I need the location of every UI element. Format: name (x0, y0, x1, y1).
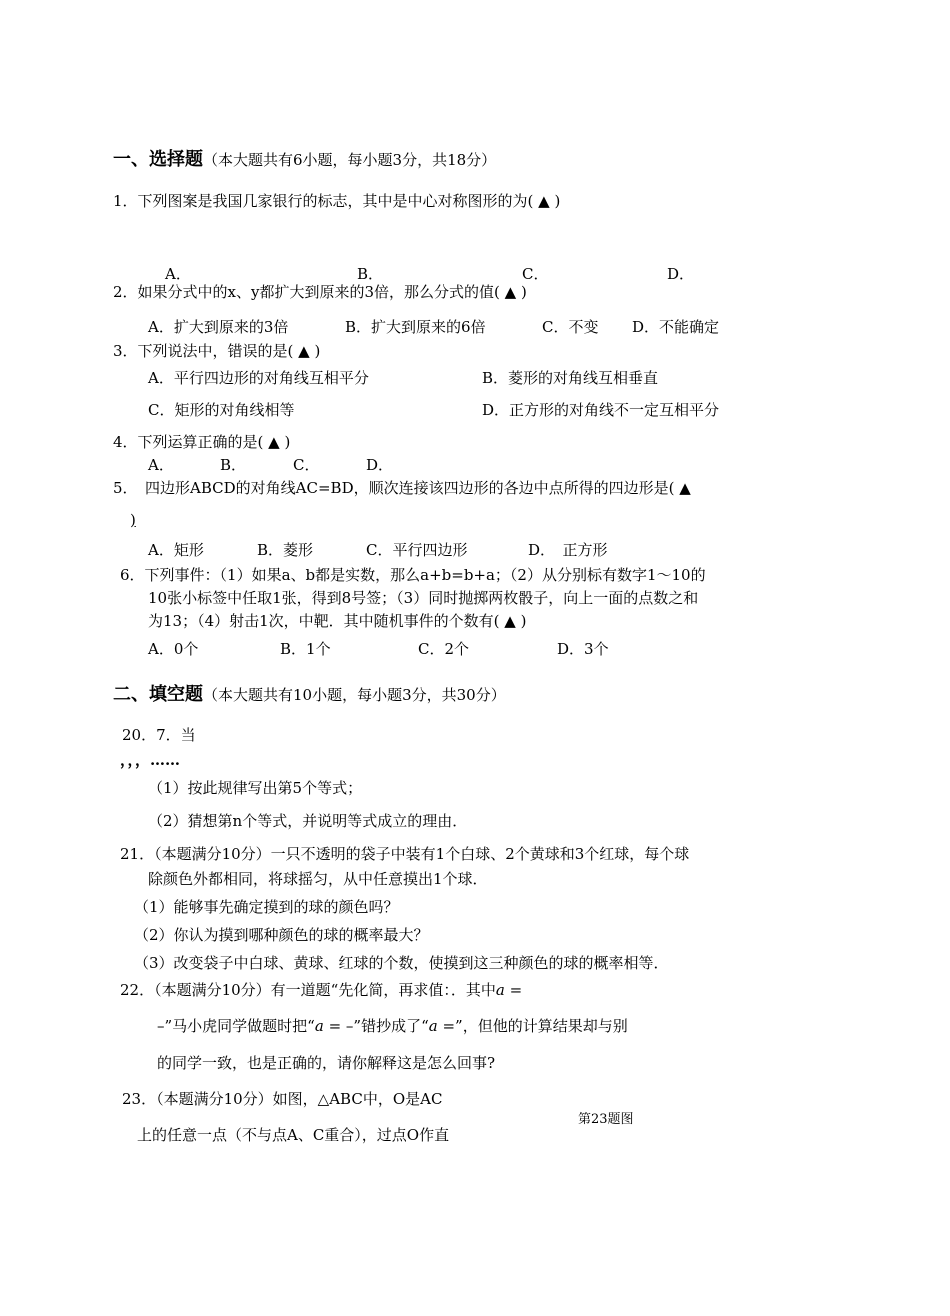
question-6-line-2: 10张小标签中任取1张，得到8号签；（3）同时抛掷两枚骰子，向上一面的点数之和 (148, 589, 699, 607)
question-6-option-d: D．3个 (557, 640, 609, 658)
question-21-line-2: 除颜色外都相同，将球摇匀，从中任意摸出1个球． (148, 870, 488, 888)
section-2-note: （本大题共有10小题，每小题3分，共30分） (203, 686, 506, 704)
question-22-line-2-part-3: =”，但他的计算结果却与别 (437, 1017, 628, 1035)
question-22-variable-a: a (495, 981, 505, 999)
question-6-line-1: 6．下列事件：（1）如果a、b都是实数，那么a+b=b+a；（2）从分别标有数字1～10的 (120, 566, 706, 584)
question-21-sub-1: （1）能够事先确定摸到的球的颜色吗？ (134, 898, 399, 916)
question-22-line-2-part-2: = –”错抄成了“ (323, 1017, 429, 1035)
figure-23-caption: 第23题图 (578, 1112, 634, 1127)
question-3-option-a: A．平行四边形的对角线互相平分 (148, 369, 369, 387)
section-1-heading (113, 150, 496, 170)
question-1-option-b: B． (357, 265, 384, 283)
question-22-line-1-text: 22．（本题满分10分）有一道题“先化简，再求值：．其中 (120, 981, 496, 999)
question-21-sub-3: （3）改变袋子中白球、黄球、红球的个数，使摸到这三种颜色的球的概率相等． (134, 954, 669, 972)
question-1-option-c: C． (522, 265, 549, 283)
question-22-line-2-part-1: –”马小虎同学做题时把“ (157, 1017, 315, 1035)
question-4-text: 4．下列运算正确的是( ▲ ) (113, 433, 291, 451)
question-3-text: 3．下列说法中，错误的是( ▲ ) (113, 342, 321, 360)
question-2-text: 2．如果分式中的x、y都扩大到原来的3倍，那么分式的值( ▲ ) (113, 283, 527, 301)
question-21-sub-2: （2）你认为摸到哪种颜色的球的概率最大？ (134, 926, 429, 944)
question-3-option-d: D．正方形的对角线不一定互相平分 (482, 401, 720, 419)
question-6-line-3: 为13；（4）射击1次，中靶．其中随机事件的个数有( ▲ ) (148, 612, 527, 630)
question-22-line-2 (157, 1016, 628, 1036)
question-20-sub-1: （1）按此规律写出第5个等式； (148, 779, 363, 797)
question-3-option-b: B．菱形的对角线互相垂直 (482, 369, 659, 387)
question-2-option-c: C．不变 (542, 318, 599, 336)
question-5-line-1: 5． 四边形ABCD的对角线AC=BD，顺次连接该四边形的各边中点所得的四边形是( ▲ (113, 479, 691, 497)
question-1-text: 1．下列图案是我国几家银行的标志，其中是中心对称图形的为( ▲ ) (113, 192, 561, 210)
question-6-option-c: C．2个 (418, 640, 470, 658)
question-20-line-1: 20．7．当 (122, 726, 196, 744)
question-6-option-b: B．1个 (280, 640, 331, 658)
question-22-line-1-equals: = (504, 981, 523, 999)
section-2-heading (113, 685, 506, 705)
question-22-variable-a-2: a (314, 1017, 324, 1035)
question-4-option-a: A． (148, 456, 174, 474)
question-5-option-b: B．菱形 (257, 541, 314, 559)
question-22-variable-a-3: a (428, 1017, 438, 1035)
question-2-option-b: B．扩大到原来的6倍 (345, 318, 486, 336)
question-5-option-d: D． 正方形 (528, 541, 608, 559)
question-1-option-a: A． (165, 265, 191, 283)
question-23-line-1: 23．（本题满分10分）如图，△ABC中，O是AC (122, 1090, 443, 1108)
section-1-note: （本大题共有6小题，每小题3分，共18分） (203, 151, 497, 169)
question-3-option-c: C．矩形的对角线相等 (148, 401, 295, 419)
question-2-option-a: A．扩大到原来的3倍 (148, 318, 289, 336)
question-22-line-3: 的同学一致，也是正确的，请你解释这是怎么回事? (157, 1054, 496, 1072)
question-5-line-2: ) (130, 511, 136, 529)
question-22-line-1 (120, 980, 522, 1000)
question-5-option-c: C．平行四边形 (366, 541, 468, 559)
question-4-option-c: C． (293, 456, 320, 474)
question-1-option-d: D． (667, 265, 695, 283)
question-5-option-a: A．矩形 (148, 541, 204, 559)
question-21-line-1: 21．（本题满分10分）一只不透明的袋子中装有1个白球、2个黄球和3个红球，每个球 (120, 845, 690, 863)
question-4-option-d: D． (366, 456, 394, 474)
question-2-option-d: D．不能确定 (632, 318, 720, 336)
question-6-option-a: A．0个 (148, 640, 199, 658)
question-20-sub-2: （2）猜想第n个等式，并说明等式成立的理由． (148, 812, 468, 830)
question-23-line-2: 上的任意一点（不与点A、C重合），过点O作直 (137, 1126, 450, 1144)
section-1-title: 一、选择题 (113, 149, 203, 170)
section-2-title: 二、填空题 (113, 684, 203, 705)
question-20-line-2: ，，，…… (120, 751, 181, 769)
question-4-option-b: B． (220, 456, 247, 474)
